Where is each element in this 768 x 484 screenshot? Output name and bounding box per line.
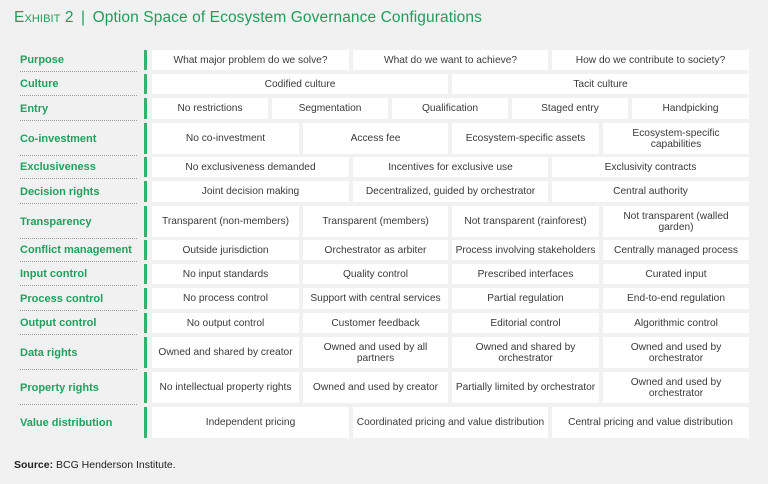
option-cell-data-rights: Owned and used by orchestrator: [603, 337, 749, 368]
option-cell-decision-rights: Decentralized, guided by orchestrator: [353, 181, 548, 202]
row-divider: [20, 310, 137, 311]
row-label-output-control: Output control: [20, 317, 97, 329]
source-text: BCG Henderson Institute.: [56, 459, 176, 471]
option-cell-exclusiveness: Exclusivity contracts: [552, 157, 749, 177]
exhibit-number: Exhibit 2: [14, 9, 74, 26]
option-cell-co-investment: Ecosystem-specific capabilities: [603, 123, 749, 154]
row-divider: [20, 203, 137, 204]
row-divider: [20, 369, 137, 370]
row-accent-bar: [144, 74, 147, 94]
option-cell-output-control: Customer feedback: [303, 313, 448, 333]
option-cell-input-control: Quality control: [303, 264, 448, 284]
option-cell-output-control: Editorial control: [452, 313, 599, 333]
option-cell-exclusiveness: No exclusiveness demanded: [152, 157, 349, 177]
row-label-purpose: Purpose: [20, 54, 65, 66]
row-accent-bar: [144, 337, 147, 368]
row-divider: [20, 285, 137, 286]
row-accent-bar: [144, 123, 147, 154]
row-divider: [20, 261, 137, 262]
option-cell-property-rights: Owned and used by orchestrator: [603, 372, 749, 403]
option-cell-exclusiveness: Incentives for exclusive use: [353, 157, 548, 177]
option-cell-decision-rights: Central authority: [552, 181, 749, 202]
option-cell-input-control: Prescribed interfaces: [452, 264, 599, 284]
source-label: Source:: [14, 459, 54, 471]
option-cell-culture: Tacit culture: [452, 74, 749, 94]
option-cell-transparency: Not transparent (rainforest): [452, 206, 599, 237]
option-cell-entry: No restrictions: [152, 98, 268, 119]
row-accent-bar: [144, 407, 147, 438]
row-label-process-control: Process control: [20, 292, 104, 305]
option-cell-property-rights: No intellectual property rights: [152, 372, 299, 403]
option-cell-output-control: Algorithmic control: [603, 313, 749, 333]
option-cell-process-control: Support with central services: [303, 288, 448, 309]
row-accent-bar: [144, 288, 147, 309]
option-cell-data-rights: Owned and used by all partners: [303, 337, 448, 368]
option-cell-purpose: What do we want to achieve?: [353, 50, 548, 70]
row-divider: [20, 334, 137, 335]
row-label-exclusiveness: Exclusiveness: [20, 161, 96, 173]
row-label-value-distribution: Value distribution: [20, 416, 113, 429]
option-cell-conflict-management: Centrally managed process: [603, 240, 749, 260]
row-label-transparency: Transparency: [20, 215, 92, 228]
option-cell-entry: Segmentation: [272, 98, 388, 119]
row-accent-bar: [144, 181, 147, 202]
option-cell-conflict-management: Outside jurisdiction: [152, 240, 299, 260]
option-cell-entry: Staged entry: [512, 98, 628, 119]
option-cell-input-control: No input standards: [152, 264, 299, 284]
row-label-data-rights: Data rights: [20, 346, 78, 359]
option-cell-transparency: Not transparent (walled garden): [603, 206, 749, 237]
option-cell-data-rights: Owned and shared by orchestrator: [452, 337, 599, 368]
row-accent-bar: [144, 313, 147, 333]
option-cell-conflict-management: Process involving stakeholders: [452, 240, 599, 260]
option-cell-co-investment: Access fee: [303, 123, 448, 154]
option-cell-decision-rights: Joint decision making: [152, 181, 349, 202]
option-cell-conflict-management: Orchestrator as arbiter: [303, 240, 448, 260]
row-accent-bar: [144, 50, 147, 70]
option-cell-data-rights: Owned and shared by creator: [152, 337, 299, 368]
exhibit-title-text: Option Space of Ecosystem Governance Configurations: [92, 9, 482, 26]
row-divider: [20, 95, 137, 96]
option-cell-transparency: Transparent (non-members): [152, 206, 299, 237]
row-divider: [20, 71, 137, 72]
option-cell-value-distribution: Independent pricing: [152, 407, 349, 438]
option-cell-transparency: Transparent (members): [303, 206, 448, 237]
option-cell-process-control: No process control: [152, 288, 299, 309]
row-label-property-rights: Property rights: [20, 381, 99, 394]
option-cell-co-investment: No co-investment: [152, 123, 299, 154]
option-cell-entry: Handpicking: [632, 98, 749, 119]
row-divider: [20, 404, 137, 405]
row-divider: [20, 155, 137, 156]
row-label-input-control: Input control: [20, 268, 88, 280]
option-cell-purpose: How do we contribute to society?: [552, 50, 749, 70]
row-accent-bar: [144, 264, 147, 284]
option-cell-property-rights: Owned and used by creator: [303, 372, 448, 403]
source-note: [14, 459, 176, 471]
option-cell-process-control: Partial regulation: [452, 288, 599, 309]
row-accent-bar: [144, 157, 147, 177]
row-label-entry: Entry: [20, 102, 49, 115]
row-accent-bar: [144, 372, 147, 403]
option-cell-value-distribution: Central pricing and value distribution: [552, 407, 749, 438]
option-cell-value-distribution: Coordinated pricing and value distribution: [353, 407, 548, 438]
option-cell-culture: Codified culture: [152, 74, 448, 94]
row-divider: [20, 238, 137, 239]
option-cell-entry: Qualification: [392, 98, 508, 119]
row-accent-bar: [144, 240, 147, 260]
row-accent-bar: [144, 98, 147, 119]
option-cell-purpose: What major problem do we solve?: [152, 50, 349, 70]
option-cell-co-investment: Ecosystem-specific assets: [452, 123, 599, 154]
option-cell-input-control: Curated input: [603, 264, 749, 284]
row-label-decision-rights: Decision rights: [20, 185, 100, 198]
option-cell-output-control: No output control: [152, 313, 299, 333]
row-divider: [20, 120, 137, 121]
row-divider: [20, 178, 137, 179]
option-cell-property-rights: Partially limited by orchestrator: [452, 372, 599, 403]
row-accent-bar: [144, 206, 147, 237]
row-label-co-investment: Co-investment: [20, 132, 97, 145]
row-label-culture: Culture: [20, 78, 59, 90]
option-cell-process-control: End-to-end regulation: [603, 288, 749, 309]
title-separator: |: [81, 9, 86, 26]
row-label-conflict-management: Conflict management: [20, 244, 132, 256]
